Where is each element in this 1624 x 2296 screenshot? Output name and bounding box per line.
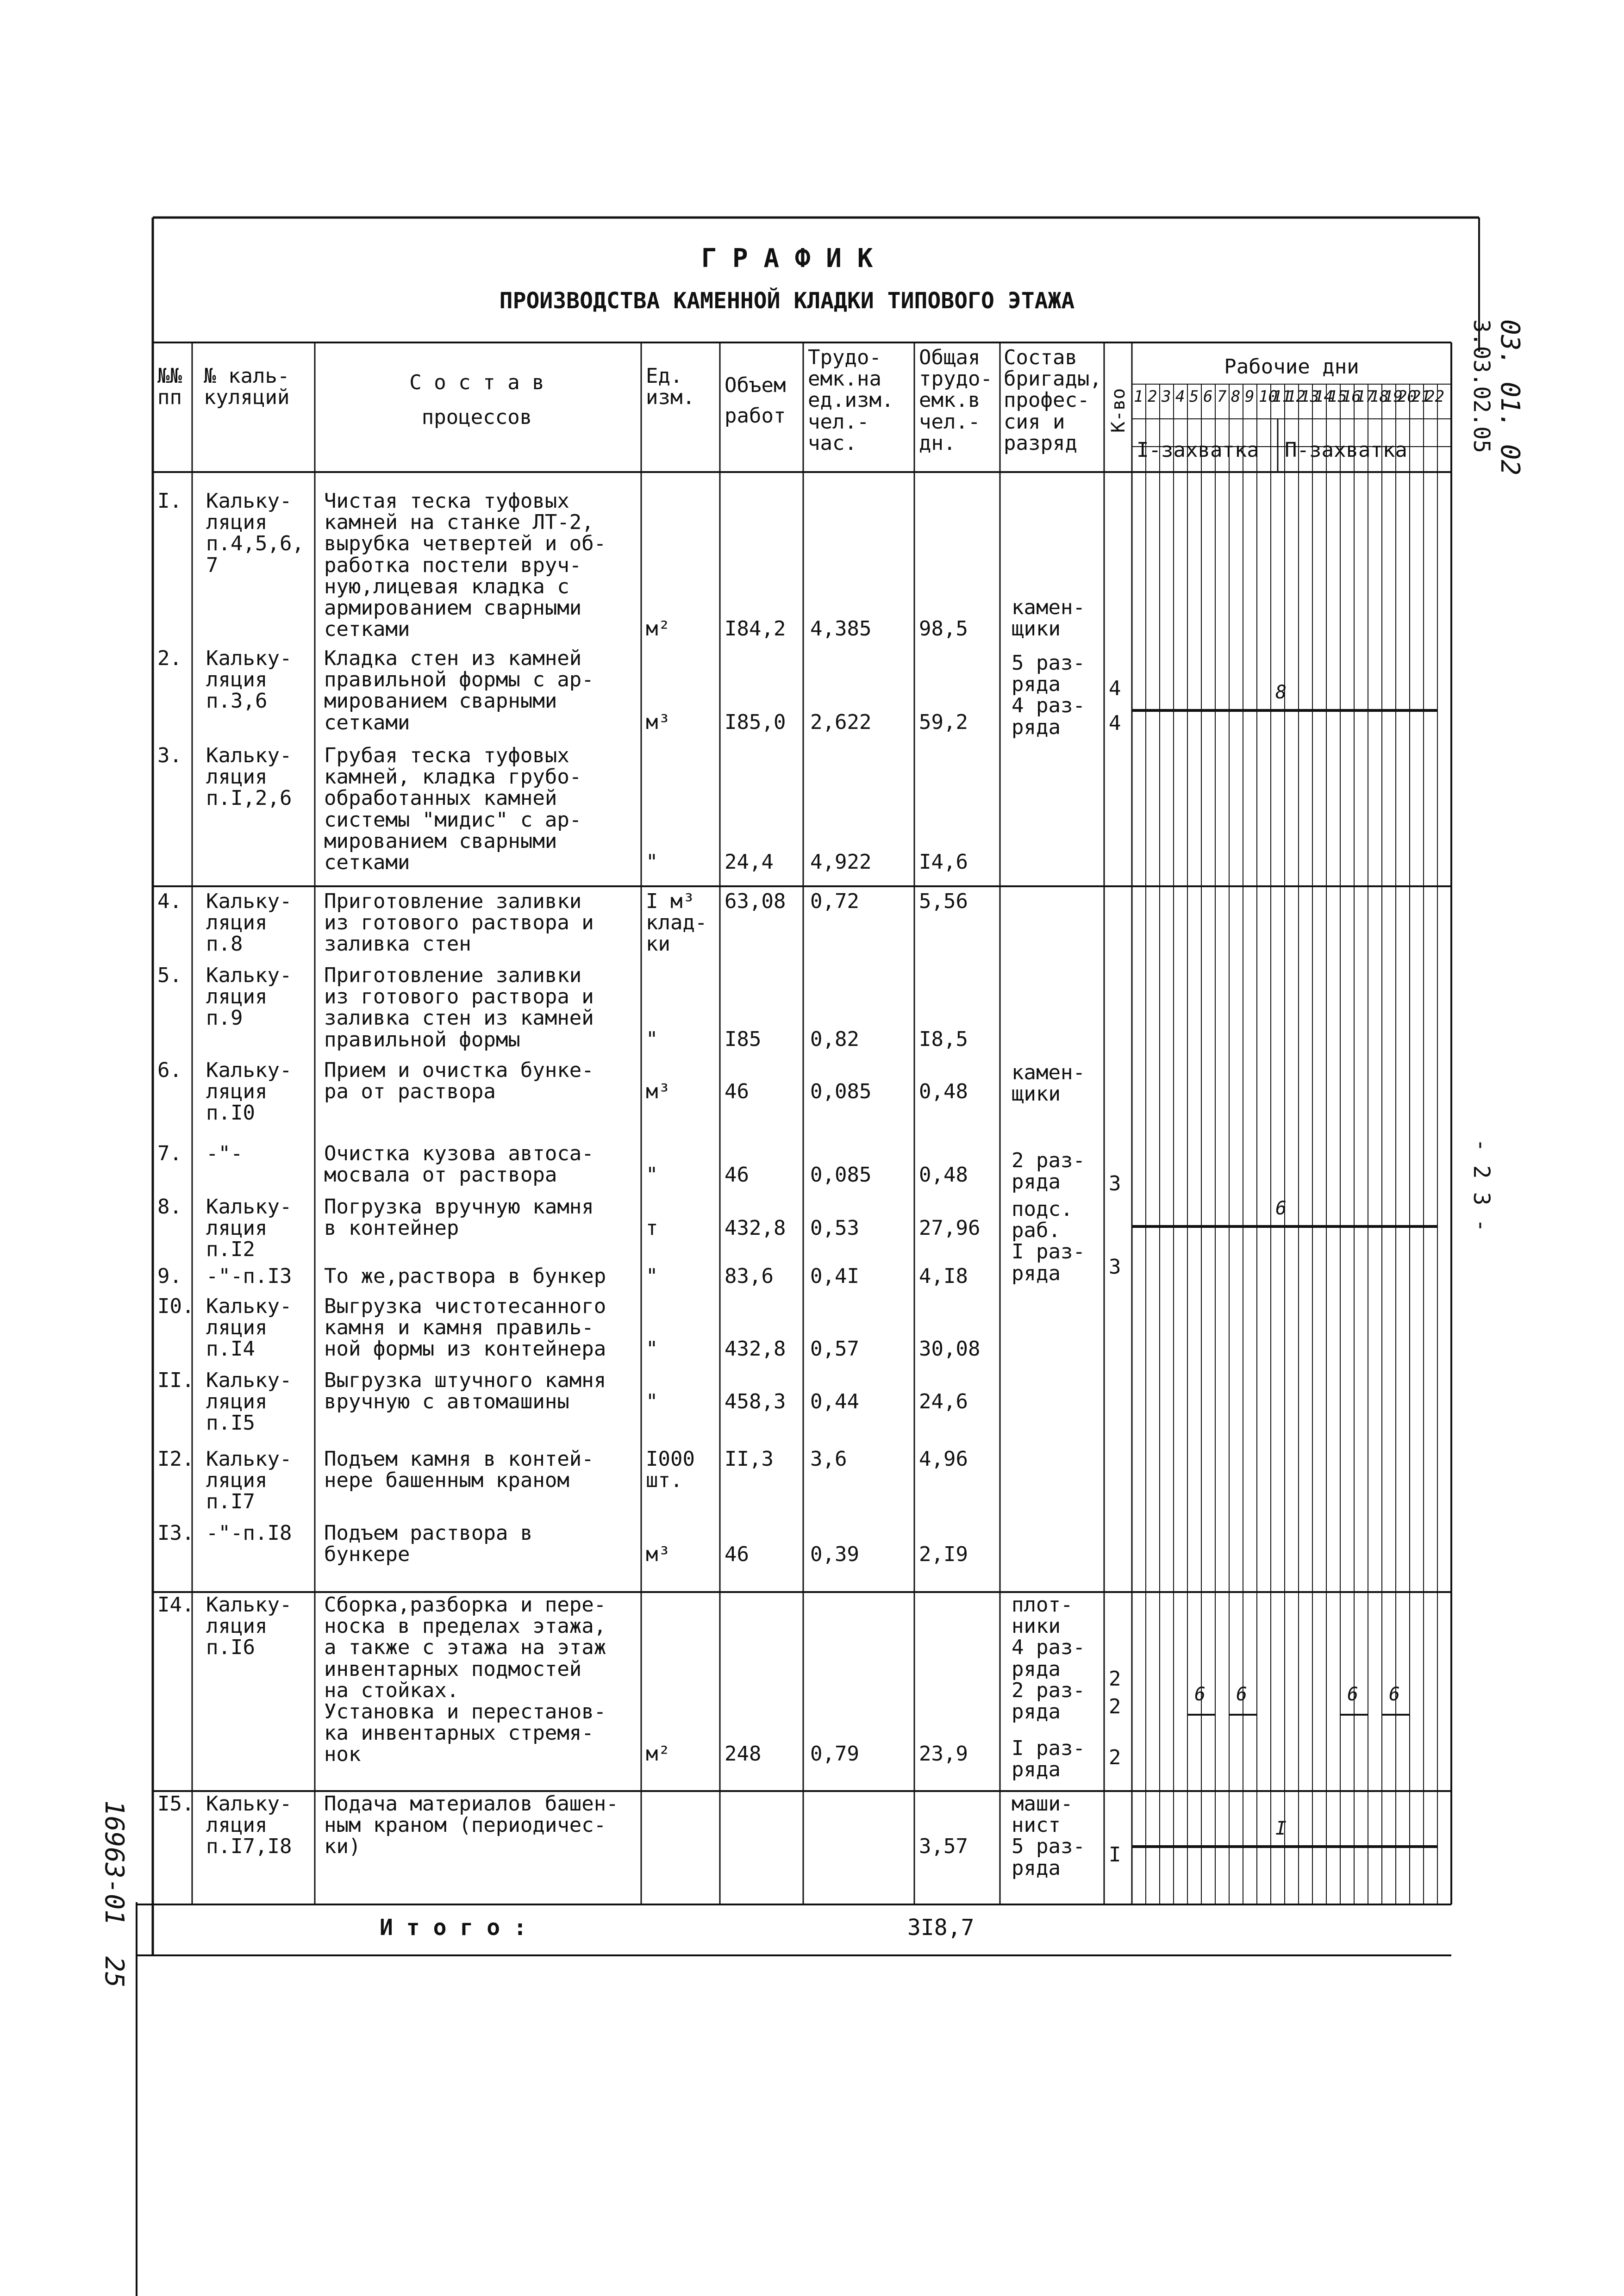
calculation-ref: Кальку- ляция п.4,5,6, 7 xyxy=(206,489,304,577)
crew-cell: плот- ники 4 раз- ряда 2 раз- ряда xyxy=(1012,1593,1085,1724)
day-number: 22 xyxy=(1425,387,1444,406)
day-number: 10 xyxy=(1259,387,1278,406)
labor-total: 3,57 xyxy=(919,1835,968,1858)
labor-per-unit: 4,922 xyxy=(810,850,872,874)
process-description: Выгрузка чистотесанного камня и камня правиль- ной формы из контейнера xyxy=(324,1294,606,1361)
count-cell: 4 xyxy=(1109,711,1121,735)
work-volume: I84,2 xyxy=(725,617,786,641)
unit-of-measure: т xyxy=(646,1216,658,1240)
code-bottom-left: 16963-01 25 xyxy=(99,1800,129,1988)
crew-cell: подс. раб. I раз- ряда xyxy=(1012,1197,1085,1285)
process-description: Грубая теска туфовых камней, кладка грубо- обработанных камней системы "мидис" с ар- мированием сварными сетками xyxy=(324,744,582,874)
row-number: II. xyxy=(157,1369,194,1392)
bar-label: 6 xyxy=(1347,1684,1359,1705)
labor-total: 2,I9 xyxy=(919,1543,968,1566)
labor-per-unit: 0,4I xyxy=(810,1264,859,1288)
row-number: I0. xyxy=(157,1294,194,1318)
process-description: Кладка стен из камней правильной формы с ар- мированием сварными сетками xyxy=(324,647,594,734)
labor-per-unit: 0,53 xyxy=(810,1216,859,1240)
labor-per-unit: 2,622 xyxy=(810,710,872,734)
work-volume: I85 xyxy=(725,1027,762,1051)
unit-of-measure: м³ xyxy=(646,710,670,734)
unit-of-measure: " xyxy=(646,1337,658,1361)
process-description: То же,раствора в бункер xyxy=(324,1264,606,1288)
unit-of-measure: м³ xyxy=(646,1080,670,1103)
process-description: Чистая теска туфовых камней на станке ЛТ-2, вырубка четвертей и об- работка постели вруч- ную,лицевая кладка с армированием сварными сетками xyxy=(324,489,606,641)
labor-per-unit: 3,6 xyxy=(810,1447,847,1471)
row-number: 2. xyxy=(157,647,182,670)
crew-cell: камен- щики xyxy=(1012,1061,1085,1106)
day-number: 1 xyxy=(1134,387,1143,406)
code-top-right-2: 3.03.02.05 xyxy=(1468,319,1494,453)
totals-value: 3I8,7 xyxy=(907,1915,974,1941)
count-cell: 3 xyxy=(1109,1172,1121,1195)
bar-label: 8 xyxy=(1275,682,1287,703)
unit-of-measure: " xyxy=(646,1163,658,1187)
labor-total: 59,2 xyxy=(919,710,968,734)
unit-of-measure: м³ xyxy=(646,1543,670,1566)
row-number: 8. xyxy=(157,1195,182,1219)
calculation-ref: Кальку- ляция п.I6 xyxy=(206,1593,292,1660)
day-number: 2 xyxy=(1148,387,1157,406)
calculation-ref: -"-п.I8 xyxy=(206,1521,292,1545)
calculation-ref: Кальку- ляция п.3,6 xyxy=(206,647,292,713)
work-volume: 83,6 xyxy=(725,1264,774,1288)
row-number: 7. xyxy=(157,1142,182,1165)
crew-cell: камен- щики xyxy=(1012,596,1085,641)
unit-of-measure: " xyxy=(646,1264,658,1288)
bar-label: 6 xyxy=(1275,1198,1287,1219)
labor-per-unit: 0,085 xyxy=(810,1163,872,1187)
unit-of-measure: I м³ клад- ки xyxy=(646,890,707,956)
calculation-ref: Кальку- ляция п.I2 xyxy=(206,1195,292,1262)
page-number: - 2 3 - xyxy=(1468,1139,1494,1232)
calculation-ref: Кальку- ляция п.8 xyxy=(206,890,292,956)
day-number: 19 xyxy=(1384,387,1403,406)
work-volume: 248 xyxy=(725,1742,762,1766)
labor-per-unit: 0,44 xyxy=(810,1390,859,1413)
bar-label: 6 xyxy=(1236,1684,1248,1705)
process-description: Прием и очистка бунке- ра от раствора xyxy=(324,1058,594,1104)
day-number: 17 xyxy=(1356,387,1375,406)
totals-label: И т о г о : xyxy=(380,1915,527,1941)
count-cell: I xyxy=(1109,1843,1121,1867)
work-volume: 432,8 xyxy=(725,1216,786,1240)
crew-cell: 5 раз- ряда 4 раз- ряда xyxy=(1012,651,1085,739)
labor-total: 27,96 xyxy=(919,1216,981,1240)
unit-of-measure: м² xyxy=(646,1742,670,1766)
labor-total: 98,5 xyxy=(919,617,968,641)
labor-per-unit: 0,57 xyxy=(810,1337,859,1361)
day-number: 6 xyxy=(1203,387,1213,406)
count-cell: 2 xyxy=(1109,1746,1121,1769)
calculation-ref: Кальку- ляция п.I4 xyxy=(206,1294,292,1361)
row-number: 6. xyxy=(157,1058,182,1082)
work-volume: 46 xyxy=(725,1080,749,1103)
row-number: I4. xyxy=(157,1593,194,1617)
work-volume: 46 xyxy=(725,1543,749,1566)
count-cell: 4 xyxy=(1109,677,1121,700)
unit-of-measure: " xyxy=(646,850,658,874)
header-crew: Состав бригады, профес- сия и разряд xyxy=(1004,346,1102,455)
calculation-ref: Кальку- ляция п.I0 xyxy=(206,1058,292,1125)
labor-per-unit: 0,72 xyxy=(810,890,859,913)
header-days: Рабочие дни xyxy=(1224,355,1359,379)
labor-total: 4,96 xyxy=(919,1447,968,1471)
row-number: 5. xyxy=(157,964,182,987)
day-number: 7 xyxy=(1217,387,1227,406)
labor-total: 24,6 xyxy=(919,1390,968,1413)
count-cell: 2 xyxy=(1109,1695,1121,1718)
header-unit: Ед. изм. xyxy=(646,364,695,410)
calculation-ref: Кальку- ляция п.I7,I8 xyxy=(206,1792,292,1859)
header-calc: № каль- куляций xyxy=(204,364,290,410)
row-number: I5. xyxy=(157,1792,194,1816)
process-description: Приготовление заливки из готового раствора и заливка стен из камней правильной формы xyxy=(324,964,594,1052)
labor-total: 30,08 xyxy=(919,1337,981,1361)
labor-total: 4,I8 xyxy=(919,1264,968,1288)
day-number: 16 xyxy=(1342,387,1361,406)
work-volume: 63,08 xyxy=(725,890,786,913)
code-top-right-1: 03. 01. 02 xyxy=(1495,319,1525,476)
process-description: Очистка кузова автоса- мосвала от раствора xyxy=(324,1142,594,1187)
header-process: С о с т а в процессов xyxy=(409,371,544,429)
header-labor-unit: Трудо- емк.на ед.изм. чел.- час. xyxy=(808,346,894,455)
labor-total: 0,48 xyxy=(919,1080,968,1103)
labor-per-unit: 0,39 xyxy=(810,1543,859,1566)
calculation-ref: Кальку- ляция п.9 xyxy=(206,964,292,1030)
process-description: Выгрузка штучного камня вручную с автомашины xyxy=(324,1369,606,1414)
work-volume: I85,0 xyxy=(725,710,786,734)
document-subtitle: ПРОИЗВОДСТВА КАМЕННОЙ КЛАДКИ ТИПОВОГО ЭТАЖА xyxy=(499,288,1075,314)
header-grip-2: П-захватка xyxy=(1285,438,1407,462)
process-description: Приготовление заливки из готового раствора и заливка стен xyxy=(324,890,594,956)
day-number: 14 xyxy=(1314,387,1333,406)
row-number: I2. xyxy=(157,1447,194,1471)
work-volume: 458,3 xyxy=(725,1390,786,1413)
header-volume: Объем работ xyxy=(725,373,786,428)
calculation-ref: -"- xyxy=(206,1142,243,1165)
unit-of-measure: I000 шт. xyxy=(646,1447,695,1493)
labor-total: I4,6 xyxy=(919,850,968,874)
row-number: 3. xyxy=(157,744,182,767)
calculation-ref: -"-п.I3 xyxy=(206,1264,292,1288)
day-number: 15 xyxy=(1328,387,1347,406)
calculation-ref: Кальку- ляция п.I,2,6 xyxy=(206,744,292,810)
header-num: №№ пп xyxy=(157,364,182,410)
labor-per-unit: 0,79 xyxy=(810,1742,859,1766)
document-title: Г Р А Ф И К xyxy=(701,243,873,274)
bar-label: 6 xyxy=(1389,1684,1400,1705)
process-description: Сборка,разборка и пере- носка в пределах этажа, а также с этажа на этаж инвентарных подмостей на стойках. Установка и перестанов- ка инвентарных стремя- нок xyxy=(324,1593,606,1767)
labor-per-unit: 4,385 xyxy=(810,617,872,641)
labor-total: 5,56 xyxy=(919,890,968,913)
work-volume: 46 xyxy=(725,1163,749,1187)
work-volume: 432,8 xyxy=(725,1337,786,1361)
day-number: 4 xyxy=(1175,387,1185,406)
day-number: 18 xyxy=(1370,387,1389,406)
unit-of-measure: " xyxy=(646,1027,658,1051)
day-number: 11 xyxy=(1273,387,1292,406)
bar-label: I xyxy=(1275,1818,1287,1839)
day-number: 21 xyxy=(1412,387,1430,406)
work-volume: II,3 xyxy=(725,1447,774,1471)
labor-per-unit: 0,085 xyxy=(810,1080,872,1103)
calculation-ref: Кальку- ляция п.I5 xyxy=(206,1369,292,1435)
work-volume: 24,4 xyxy=(725,850,774,874)
unit-of-measure: м² xyxy=(646,617,670,641)
day-number: 20 xyxy=(1398,387,1417,406)
bar-label: 6 xyxy=(1194,1684,1206,1705)
day-number: 13 xyxy=(1300,387,1319,406)
process-description: Подача материалов башен- ным краном (периодичес- ки) xyxy=(324,1792,618,1859)
day-number: 12 xyxy=(1287,387,1305,406)
header-grip-1: I-захватка xyxy=(1137,438,1259,462)
row-number: 4. xyxy=(157,890,182,913)
labor-total: 0,48 xyxy=(919,1163,968,1187)
row-number: I3. xyxy=(157,1521,194,1545)
process-description: Подъем камня в контей- нере башенным краном xyxy=(324,1447,594,1493)
process-description: Подъем раствора в бункере xyxy=(324,1521,533,1567)
calculation-ref: Кальку- ляция п.I7 xyxy=(206,1447,292,1514)
unit-of-measure: " xyxy=(646,1390,658,1413)
crew-cell: I раз- ряда xyxy=(1012,1736,1085,1782)
day-number: 8 xyxy=(1231,387,1241,406)
labor-total: 23,9 xyxy=(919,1742,968,1766)
labor-total: I8,5 xyxy=(919,1027,968,1051)
row-number: I. xyxy=(157,489,182,513)
process-description: Погрузка вручную камня в контейнер xyxy=(324,1195,594,1240)
labor-per-unit: 0,82 xyxy=(810,1027,859,1051)
header-labor-total: Общая трудо- емк.в чел.- дн. xyxy=(919,346,993,455)
count-cell: 2 xyxy=(1109,1667,1121,1691)
day-number: 9 xyxy=(1245,387,1255,406)
crew-cell: 2 раз- ряда xyxy=(1012,1149,1085,1194)
day-number: 3 xyxy=(1162,387,1171,406)
day-number: 5 xyxy=(1189,387,1199,406)
crew-cell: маши- нист 5 раз- ряда xyxy=(1012,1792,1085,1880)
row-number: 9. xyxy=(157,1264,182,1288)
count-cell: 3 xyxy=(1109,1255,1121,1279)
header-count: К-во xyxy=(1108,388,1129,433)
